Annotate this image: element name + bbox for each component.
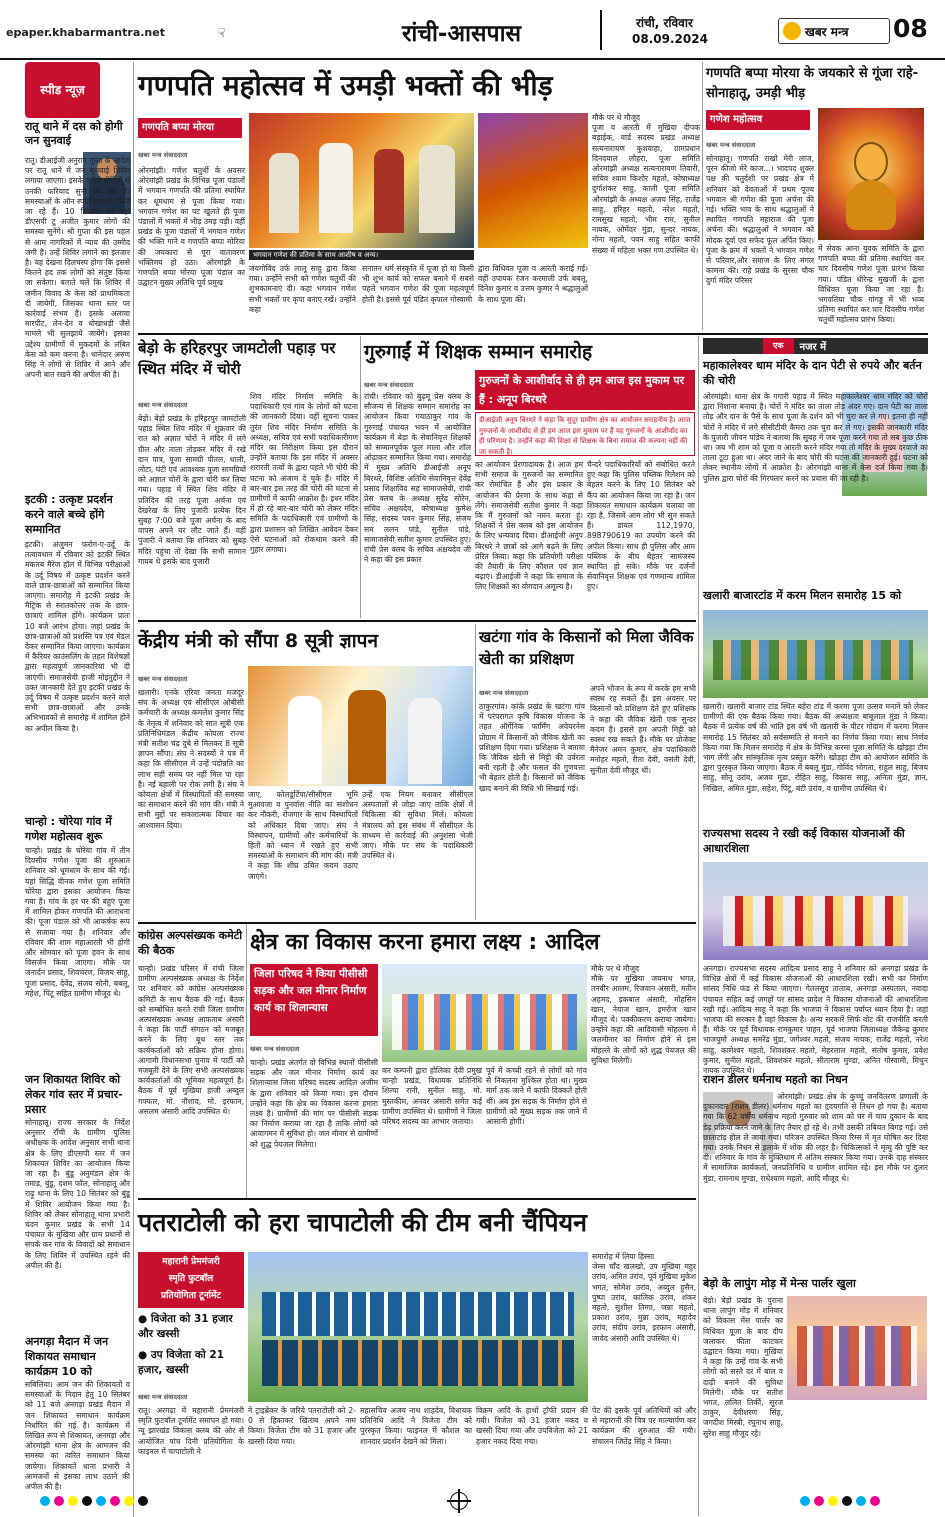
football-col4: विक्रम आदि के हाथों ट्रॉफी प्रदान की गयी। विजेता को 31 हजार नकद व खस्सी दिया गया और उपविजेता को 21 हजार नकद दिया गया। [476, 1406, 588, 1446]
parlour-photo [787, 1296, 927, 1400]
ganpati-caption: भगवान गणेश की प्रतिमा के साथ आशीष व अन्य। [249, 250, 474, 260]
ration-body: ओरमांझी। प्रखंड क्षेत्र के कुच्चू जनवितरण प्रणाली के दुकानदार (राशन डीलर) धर्मनाथ महतो का हृदयगति से निधन हो गया है। बताया गया कि 62 वर्षीय धर्मनाथ महतो गुरुवार को शाम को घर में चाय दुकान के बाद डेढ़ प्रक्रिया करने जाने के लिए तैयार हो रहे थे। तभी उसकी तबियत बिगड़ गई। उसे छाताटांड़ होल ले जाया गया। परिजन उपस्थित किया रिम्स में मृत घोषित कर दिया गया। उनके निधन से इलाके में शोक की लहर है। चिकित्सकों ने मृत्यु की पुष्टि कर दी। शनिवार के गांव के मुक्तिधाम में अंतिम संस्कार किया गया। उनके दाह संस्कार में सामाजिक कार्यकर्ता, जनप्रतिनिधि व ग्रामीण शामिल रहे। इस मौके पर दुलार मुंडा, रामनाथ मुण्डा, राधेश्याम महतो, आदि मौजूद थे। [703, 1092, 928, 1183]
header-divider [600, 10, 602, 50]
ganpati-byline: खबर मन्त्र संवाददाता [138, 151, 188, 159]
itki-title: इटकी : उत्कृष्ट प्रदर्शन करने वाले बच्चे होंगे सम्मानित [25, 493, 113, 536]
ganesh-idol-photo [818, 108, 924, 240]
football-tag [138, 1252, 244, 1308]
nazar-tag-label: नजर में [799, 342, 827, 353]
teachers-col1: रांची। रविवार को बुढ़मू प्रेस क्लब के सौजन्य से शिक्षक सम्मान समारोह का आयोजन किया गयाठाकुर गांव के गुरुगाईं पंचायत भवन में आयोजित कार्यक्रम में बेड़ा के सेवानिवृत्त शिक्षकों को सम्मानपूर्वक फूल माला और शॉल ओढ़ाकर सम्मानित किया गया। समारोह में मुख्य अतिथि डीआईजी अनूप बिरथरे, विशिष्ट अतिथि सेवानिवृत्त देवेंद्र प्रसाद शिक्षाविद सह सामाजसेवी, रांची प्रेस क्लब के अध्यक्ष सुरेंद्र सोरेन, सचिव अक्षयदेव, कोषाध्यक्ष कुमेश सिंह, सदस्य पवन कुमार सिंह, संजय सम ललन पांडे, सुनील पांडे, सामाजसेवी सतीश कुमार उपस्थित हुए। रांची प्रेस क्लब के सचिव अक्षयदेव जी ने कहा की इस प्रकार [364, 392, 471, 565]
teachers-col3: चैन्दरे पदाधिकारियों को संबोधित करते हुए कहा कि पुलिस पब्लिक रिलेशन को बेहतर करने के लिए 10 सितंबर को कैंप का आयोजन किया जा रहा है। जन शिकायत समाधान कार्यक्रम चलाया जा रहा है, जिसमें आम लोग भी सुन सकते हैं। डायल 112,1970, 898790619 का उपयोग करने की अपील किया। साथ ही पुलिस और आम पब्लिक के बीच बेहतर सामंजस्य स्थापित हो सके। मौके पर दर्जनों सेवानिवृत्त शिक्षक एवं गणमान्य शामिल हुए। [587, 460, 695, 592]
karam-body: खलारी। खलारी बाजार टांड स्थित बहेरा टांड में करमा पूजा उत्सव मनाने को लेकर ग्रामीणों की एक बैठक किया गया। बैठक की अध्यक्षता बाबूलाल मुंडा ने किया। बैठक में प्रत्येक वर्ष की भांति इस वर्ष भी खलारी के पीटर गोदाम में करमा मिलन समारोह 15 सितंबर को सर्वसम्मति से मनाने का निर्णय किया गया। साथ निर्णय किया गया कि मिलन समारोह में क्षेत्र के विभिन्न करमा पूजा समिति के खोड़हा टीम भाग लेंगी और सांस्कृतिक नृत्य प्रस्तुत करेंगे। खोड़हा टीम को आयोजन समिति के द्वारा पुरस्कृत किया जाएगा। बैठक में बबलू मुंडा, गोविंद भोगता, राहुल साहु, बिजय साहु, सोनू उरांव, अजय मुंडा, रोहित साहु, विकास साहु, अनिता मुंडा, ज्ञान, निखिल, अमित मुंडा, सहेश, पिंटू, बंटी उरांव, व ग्रामीण उपस्थित थे। [703, 702, 928, 793]
minority-body: चान्हो। प्रखंड परिसर में रांची जिला ग्रामीण अल्पसंख्यक अध्यक्ष के निर्देश पर शनिवार को कांग्रेस अल्पसंख्यक कमिटी के साथ बैठक की गई। बैठक को सम्बोधित करते रांची जिला ग्रामीण अल्पसंख्यक अध्यक्ष आफताब अंसारी ने कहा कि पार्टी संगठन को मजबूत करने के लिए बूथ स्तर तक कार्यकर्ताओं को सक्रिय होना होगा। आगामी विधानसभा चुनाव में पार्टी को मजबूती देने के लिए सभी अल्पसंख्यक कार्यकर्ताओं की भूमिका महत्वपूर्ण है। बैठक में पूर्व मुखिया हाजी अब्दुल गफ्फार, मो. नौशाद, मो. इरफान, असलम अंसारी आदि उपस्थित थे। [138, 964, 244, 1116]
ganpati-tag: गणपति बप्पा मोरया [138, 118, 242, 138]
farmers-headline: खटंगा गांव के किसानों को मिला जैविक खेती का प्रशिक्षण [479, 628, 694, 668]
theft-col2: शिव मंदिर निर्माण समिति के पदाधिकारी एवं गांव के लोगों को घटना की जानकारी दिया। वहीं सूचना पाकर तुरंत शिव मंदिर निर्माण समिति के अध्यक्ष, सचिव एवं सभी पदाधिकारीगण मंदिर का निरीक्षण किया इस दौरान उन्होंने बताया कि इस मंदिर में अक्सर शरारती तत्वों के द्वारा पहले भी चोरी की घटना को अंजाम दे चुके हैं। मंदिर में बार-बार इस तरह की चोरी की घटना से ग्रामीणों में काफी आक्रोश है। इधर मंदिर में हो रहे बार-बार चोरी को लेकर मंदिर समिति के पदाधिकारी एवं ग्रामीणों के द्वारा प्रशासन को लिखित आवेदन देकर ऐसे घटनाओं को रोकथाम करने की गुहार लगाया। [250, 392, 358, 555]
minister-photo [248, 666, 473, 786]
development-col4: मौके पर थे मौजूद मौके पर मुखिया जयनाथ भगत, तनवीर आलम, रिजवान अंसारी, मतीन अहमद, इकबाल अंसारी, मोहसिन खान, नेयाज खान, इमरोज खान मौजूद थे। पक्कीकरण कराया जायेगा। उन्होंने कहा की आदिवासी मोहल्ला में जलमीनार का निर्माण होने से इस मोहल्ले के लोगों को शुद्ध पेयजल की सुविधा मिलेगी। [591, 964, 696, 1065]
foundation-photo [703, 862, 928, 960]
development-col2: कर कम्पनी द्वारा होलिका देवी प्रमुख चान्हो प्रखंड, विधायक प्रतिनिधि शिल्पा रानी, सुनील साहु, मो. मुस्तकीम, अनवर अंसारी समेत कई ग्रामीण उपस्थित थे। ग्रामीणों ने जिला परिषद सदस्य का आभार जताया। [382, 1066, 482, 1127]
city-day: रांची, रविवार [636, 16, 693, 30]
ganpati-col4: द्वारा विधिवत पूजा व आरती कराई गई। वहीं उपायक रंजन करमाली उर्फ बबलू, दिनेश कुमार व उत्तम कुमार ने श्रद्धालुओं के साथ पूजा की। [478, 264, 588, 304]
teachers-headline: गुरुगाईं में शिक्षक सम्मान समारोह [364, 341, 593, 363]
football-col2: ने ट्राइब्रेकर के जरिये पतराटोली को 2-0 से हिकाकर खिताब अपने नाम किया। विजेता टीम को 31 हजार और खस्सी दिया गया। [248, 1406, 356, 1446]
development-redbox: जिला परिषद ने किया पीसीसी सड़क और जल मीनार निर्माण कार्य का शिलान्यास [250, 964, 378, 1036]
speed-news-logo [25, 62, 100, 118]
section-name: रांची-आसपास [402, 21, 522, 47]
mahakal-body: ओरमांझी। थाना क्षेत्र के गगारी पहाड़ में स्थित महाकालेश्वर धाम मंदिर को चोरों द्वारा निशाना बनाया है। चोरों ने मंदिर का ताला तोड़ अंदर गए। दान पेटी का ताला तोड़ और दान के पैसे के साथ पूजा के दर्शन को भी चुरा कर ले गए। इतना ही नहीं चोरों ने मंदिर में लगे सीसीटीवी कैमरा तक चुरा कर ले गए। इसकी जानकारी मंदिर के पुजारी जीवन पांडेय ने बताया कि सुबह में जब पूजा करने गया तो सब कुछ ठीक था। जब भी शाम को पूजा व आरती करने मंदिर गया तो मंदिर के मुख्य दरवाजे का ताला टूटा हुआ था। अंदर जाने के बाद चोरी की घटना की जानकारी हुई। घटना को लेकर स्थानीय लोगों में आक्रोश है। ओरमांझी थाना में केस दर्ज किया गया है। पुलिस द्वारा चोरों की गिरफ्तार करने का प्रयास की जा रही है। [703, 392, 928, 483]
color-registration-right [800, 1496, 880, 1506]
football-tag-line1: महारानी प्रेममंजरी [162, 1257, 220, 1267]
bullet-dot-icon: ● [138, 1313, 148, 1325]
runnerup-prize [138, 1348, 244, 1382]
minister-byline: खबर मन्त्र संवाददाता [138, 675, 188, 683]
theft-col1: बेड़ो। बेड़ो प्रखंड के हरिहरपुर जामटोली पहाड़ स्थित शिव मंदिर में शुक्रवार की रात को अज्ञात चोरों ने मंदिर में लगे ग्रील और ताला तोड़कर मंदिर में रखे दान पात्र, पूजा सामग्री पीतल, थाली, लोटा, घंटी एवं आवश्यक पूजा सामग्रियों को अज्ञात चोरों के द्वारा चोरी कर लिया गया। पहाड़ में स्थित शिव मंदिर में प्रतिदिन की तरह पूजा अर्चना एवं देखरेख के लिए पुजारी प्रत्येक दिन सुबह 7:00 बजे पूजा अर्चना के बाद वापस अपने घर लौट जाते हैं। वहीं पुजारी ने बताया कि शनिवार को सुबह मंदिर पहुंचा तो देखा कि सभी सामान गायब थे इसके बाद पुजारी [138, 414, 246, 566]
sonahatu-side: में सेवक आना युवक समिति के द्वारा गणपति बप्पा की प्रतिमा स्थापित कर चार दिवसीय गणेश पूजा प्रारंभ किया गया। पंडित धीरेन्द्र मुखर्जी के द्वारा विधिवत पूजा किया जा रहा है। भगवतिया चौक गांगड्ड में भी भव्य प्रतिमा स्थापित कर चार दिवसीय गणेश चतुर्थी महोत्सव प्रारंभ किया। [818, 244, 924, 325]
football-tag-line2: स्मृति फुटबॉल [168, 1274, 214, 1284]
registration-crosshair-icon [450, 1492, 468, 1510]
page-number: 08 [893, 14, 928, 43]
teachers-subhead: गुरुजनों के आशीर्वाद से ही हम आज इस मुकाम पर हैं : अनूप बिरथरे [475, 370, 695, 410]
sonahatu-tag: गणेश महोत्सव [706, 110, 810, 130]
chanho-body: चान्हो। प्रखंड के चोरेया गांव में तीन दिवसीय गणेश पूजा की शुरुआत शनिवार को धूमधाम के साथ की गई। यहां सिद्धि वीनक गणेश पूजा समिति चोरेया द्वारा इसका आयोजन किया गया है। गांव के हर घर की बहुएं पूजा में शामिल होकर गणपति की आराधना की। पूजा पंडाल को भी आकर्षक रूप से सजाया गया है। शनिवार और रविवार की शाम महाआरती भी होगी और सोमवार को पूजा हवन के साथ विसर्जन किया जाएगा। मौके पर जनार्दन प्रसाद, शिवचरण, विजय साहू, पूजा प्रसाद, देवेंद्र, संजय सोनी, बबलू, महेश, पिंटू सहित ग्रामीण मौजूद थे। [25, 846, 130, 998]
ganpati-col2: जयगोविंद उर्फ लालू साहु द्वारा किया गया। उन्होंने सभी को गणेश चतुर्थी की शुभकामनाएं दी। कहा भगवान गणेश सभी भक्तों पर कृपा बनाए रखें। उन्होंने कहा [249, 264, 356, 314]
teachers-quote: डीआईजी अनूप बिरथरे ने कहा कि सुदूर ग्रामीण क्षेत्र का आयोजन सराहनीय है। आज गुरुजनों के आशीर्वाद से ही हम आज इस मुकाम पर हैं यह गुरुजनों के आशीर्वाद का ही परिणाम है। उन्होंने कहा की शिक्षा से शिक्षक के बिना समाज की कल्पना नहीं की जा सकती है। [475, 412, 695, 456]
development-byline: खबर मन्त्र संवाददाता [250, 1045, 300, 1053]
development-photo [382, 964, 587, 1062]
teachers-col2: का आयोजन प्रेरणादायक है। आज हम सभी समाज के गुरुजनों का सम्मानित कर रोमांचित हैं और इस प्रकार के आयोजन की प्रेरणा के साथ कहा से लेंगे। समाजसेवी सतीश कुमार ने कहा कि मैं गुरुजनों को नमन करता हूं। शिक्षकों ने प्रेस क्लब को इस आयोजन के लिए धन्यवाद दिया। डीआईजी अनूप बिरथरे ने छात्रों को आगे बढ़ने के लिए प्रेरित किया। कहा कि प्रतियोगी परीक्षा की तैयारी के लिए कौशल एवं ज्ञान बढ़ाएं। डीआईजी ने कहा कि समाज के लिए शिक्षकों का योगदान अमूल्य है। [475, 460, 583, 592]
chanho-title: चान्हो : चोरेया गांव में गणेश महोत्सव शुरू [25, 815, 112, 843]
angara-title: अनगड़ा मैदान में जन शिकायत समाधान कार्यक्रम 10 को [25, 1335, 109, 1378]
ganpati-headline: गणपति महोत्सव में उमड़ी भक्तों की भीड़ [138, 69, 553, 102]
karam-title: खलारी बाजारटांड में करम मिलन समारोह 15 को [703, 589, 902, 602]
brand-name: खबर मन्त्र [805, 24, 849, 39]
bullet-dot-icon: ● [138, 1349, 148, 1361]
sonahatu-headline: गणपति बप्पा मोरया के जयकारे से गूंजा राहे-सोनाहातू, उमड़ी भीड़ [706, 66, 919, 101]
winner-prize-text: विजेता को 31 हजार और खस्सी [138, 1313, 233, 1340]
theft-headline: बेड़ो के हरिहरपुर जामटोली पहाड़ पर स्थित मंदिर में चोरी [138, 339, 336, 378]
cursor-icon: ☟ [218, 26, 226, 40]
winner-prize [138, 1312, 244, 1346]
football-headline: पतराटोली को हरा चापाटोली की टीम बनी चैंपियन [138, 1208, 588, 1237]
ganpati-photo-2 [478, 113, 588, 248]
football-col3: महासचिव अजय नाथ शाहदेव, विधायक प्रतिनिधि आदि ने विजेता टीम को पुरस्कृत किया। फाइनल में कौशल का शानदार प्रदर्शन देखने को मिला। [360, 1406, 472, 1446]
ganpati-col3: सनातन धर्म संस्कृति में पूजा हो या किसी भी शुभ कार्य को सफल बनाने में सबसे पहले भगवान गणेश की पूजा महत्वपूर्ण होती है। इससे पूर्व पंडित कृपाल गोस्वामी [362, 264, 474, 304]
minority-title: कांग्रेस अल्पसंख्यक कमेटी की बैठक [138, 929, 243, 957]
development-headline: क्षेत्र का विकास करना हमारा लक्ष्य : आदिल [250, 930, 600, 955]
football-tag-line3: प्रतियोगिता टूर्नामेंट [161, 1291, 221, 1301]
teachers-byline: खबर मन्त्र संवाददाता [364, 381, 414, 389]
minister-col2: जाए, कोलडूर्टिपा/सीसीएल भूमि मुआवजा व पुनर्वास नीति का संशोधन कर नौकरी, रोजगार के साथ विस्थापितों को अधिकार दिया जाए। संघ ने विस्थापन, ग्रामीणों और कर्मचारियों के हितों को ध्यान में रखते हुए सभी समस्याओं के समाधान की मांग की। मंत्री ने कहा कि शीघ्र उचित कदम उठाए जाएंगे। [248, 790, 358, 881]
farmers-col2: अपने भोजन के रूप में करके हम सभी स्वस्थ रह सकते हैं। इस अवसर पर किसानों को प्रशिक्षण देते हुए प्रशिक्षक ने कहा की जैविक खेती एक सुन्दर कदम है। इससे हम अपनी मिट्टी को स्वस्थ रख सकते हैं। मौके पर प्रोजेक्ट मैनेजर अमन कुमार, क्षेत्र पदाधिकारी मनोहर महतो, रीता देवी, वसंती देवी, सुनीता देवी मौजूद थीं। [590, 684, 696, 775]
development-col3: पूर्व में कच्ची रहने से लोगों को गांव से निकलना मुश्किल होता था। मुख्य मार्ग तक जाने में काफी दिक्कतें होती थीं। अब इस सड़क के निर्माण होने से ग्रामीणों को मुख्य सड़क तक जाने में आसानी होगी। [486, 1066, 587, 1127]
ration-title: राशन डीलर धर्मनाथ महतो का निधन [703, 1073, 848, 1086]
nazar-tag [703, 338, 928, 354]
rat-hearing-title: रातू थाने में दस को होगी जन सुनवाई [25, 120, 123, 147]
itki-body: इटकी। अंजुमन फरोग-ए-उर्दू के तत्वावधान में रविवार को इटकी स्थित मकतब मैरेज हॉल में विभिन्न परीक्षाओं के उर्दू विषय में उत्कृष्ट प्रदर्शन करने वाले छात्र-छात्राओं को सम्मानित किया जाएगा। समारोह में इटकी प्रखंड के मैट्रिक से स्नातकोत्तर तक के छात्र-छात्राएं शामिल होंगे। कार्यक्रम प्रातः 10 बजे आरंभ होगा। जहां प्रखंड के छात्र-छात्राओं को प्रशस्ति पत्र एवं मेडल देकर सम्मानित किया जाएगा। कार्यक्रम में कैरियर काउंसलिंग के तहत विशेषज्ञों द्वारा महत्वपूर्ण जानकारियां भी दी जाएंगी। समाजसेवी हाजी मोइनुद्दीन ने उक्त जानकारी देते हुए इटकी प्रखंड के उर्दू विषय में उत्कृष्ट प्रदर्शन करने वाले सभी छात्र-छात्राओं और उनके अभिभावकों से समारोह में शामिल होने का अपील किया है। [25, 540, 130, 733]
rat-hearing-body: रातू। डीआईजी अनुराग गुप्ता के आदेश पर रातू थाने में जन सुनवाई शिविर लगाया जाएगा। इसके जरिये पीड़ितों से उनकी फरियाद सुनी जा रही है। समस्याओं के ऑन स्पॉट समाधान किये जा रहे हैं। 10 सितंबर को यहां डीएसपी टू अजीत कुमार लोगों की समस्या सुनेंगे। श्री गुप्ता की इस पहल से आम नागरिकों में न्याय की उम्मीद जगी है। उन्हें शिविर लगाने का इंतजार है। यह देखना दिलचस्प होगा कि इससे कितने हद तक लोगों को संतुष्ट किया जा सकेगा। बताते चलें कि शिविर में जमीन विवाद के केस को प्राथमिकता दी जायेगी, जिसका थाना स्तर पर कार्रवाई संभव है। इसके अलावा मारपीट, लेन-देन व धोखाधड़ी जैसे मामले भी सुलझाये जायेंगे। इसका उद्देश्य ग्रामीणों में मुकदमों के लंबित केस को कम करना है। थानेदार अरुण सिंह ने लोगों से शिविर में आने और अपनी बात रखने की अपील की है। [25, 156, 130, 380]
brand-box [778, 18, 890, 44]
mahakal-title: महाकालेश्वर धाम मंदिर के दान पेटी से रुपये और बर्तन की चोरी [703, 359, 922, 387]
ganpati-photo [249, 113, 474, 248]
farmers-col1: ठाकुरगांव। कांके प्रखंड के खटंगा गांव में परंपरागत कृषि विकास योजना के तहत ऑर्गेनिक फार्मिंग अवेयरनेस प्रोग्राम में किसानों को जैविक खेती का प्रशिक्षण दिया गया। प्रशिक्षक ने बताया कि जैविक खेती से मिट्टी की उर्वरता बनी रहती है और फसल की गुणवत्ता भी बेहतर होती है। किसानों को जैविक खाद बनाने की विधि भी सिखाई गई। [479, 702, 585, 793]
football-team-photo [248, 1252, 588, 1402]
minister-col3: उन्हें एक नियम बनाकर सीसीएल अस्पतालों से जोड़ा जाए ताकि क्षेत्रों में चिकित्सा की सुविधा मिले। कोयला मंत्रालय को इस संबंध में सीसीएल के माध्यम से कार्रवाई की अनुशंसा भेजी जाए। मौके पर संघ के पदाधिकारी उपस्थित थे। [362, 790, 473, 861]
minister-col1: खलारी। एनके एरिया जनता मजदूर संघ के अध्यक्ष एवं सीसीएल ओबीसी कर्मचारी के अध्यक्ष कमलेश कुमार सिंह के नेतृत्व में शनिवार को सात सूत्री एक प्रतिनिधिमंडल केंद्रीय कोयला राज्य मंत्री सतीश चंद्र दुबे से मिलकर 8 सूत्री ज्ञापन सौंपा। संघ ने सदस्यों ने पत्र में कहा कि सीसीएल में उन्हें पदोन्नति का लाभ सही समय पर नहीं मिल पा रहा है। नई बहाली पर रोक लगी है। संघ ने कोयला क्षेत्रों में विस्थापितों की समस्या का समाधान करने की मांग की। मंत्री ने सभी मुद्दों पर सकारात्मक विचार का आश्वासन दिया। [138, 688, 244, 830]
karam-meeting-photo [703, 610, 928, 698]
rajyasabha-title: राज्यसभा सदस्य ने रखी कई विकास योजनाओं की आधारशिला [703, 827, 905, 855]
grievance-title: जन शिकायत शिविर को लेकर गांव स्तर में प्रचार-प्रसार [25, 1073, 123, 1116]
minister-headline: केंद्रीय मंत्री को सौंपा 8 सूत्री ज्ञापन [138, 630, 378, 652]
farmers-byline: खबर मन्त्र संवाददाता [479, 689, 529, 697]
parlour-body: बेड़ो। बेड़ो प्रखंड के पुराना थाना लापुंग मोड़ में शनिवार को विकास मेंस पार्लर का विधिवत पूजा के बाद दीप जलाकर फीता काटकर उद्घाटन किया गया। मुखिया ने कहा कि उन्हें गांव के सभी लोगों को सस्ते दर में बाल व दाढ़ी बनाने की सुविधा मिलेगी। मौके पर सतीश भगत, ललित तिर्की, सूरज ठाकुर, देवीशरण सिंह, जगदीश मिस्त्री, रघुनाथ साहु, सुरेश साहु मौजूद रहे। [703, 1296, 783, 1438]
masthead [0, 0, 945, 60]
angara-body: सबिलिया। आम जन की शिकायतों व समस्याओं के निदान हेतु 10 सितंबर को 11 बजे अनगड़ा प्रखंड मैदान में जन शिकायत समाधान कार्यक्रम निर्धारित की गई है। कार्यक्रम में लिखित रूप से शिकायत, अनगड़ा और ओरमांझी थाना क्षेत्र के आमजन की समस्या का त्वरित समाधान किया जायेगा। शिकायतें थाना प्रभारी ने आमजनों से इसका लाभ उठाने की अपील की है। [25, 1380, 130, 1492]
epaper-url[interactable]: epaper.khabarmantra.net [6, 26, 165, 39]
sonahatu-byline: खबर मन्त्र संवाददाता [706, 141, 756, 149]
color-registration-left [40, 1496, 148, 1506]
parlour-title: बेड़ो के लापुंग मोड़ में मेन्स पार्लर खुला [703, 1277, 856, 1290]
runnerup-prize-text: उप विजेता को 21 हजार, खस्सी [138, 1349, 224, 1376]
rajyasabha-body: अनगड़ा। राज्यसभा सदस्य आदित्य प्रसाद साहू ने शनिवार को अनगड़ा प्रखंड के विभिन्न क्षेत्रों में कई विकास योजनाओं की आधारशिला रखी। सभी का निर्माण सांसद निधि फंड से किया जाएगा। गेतलसूद तालाब, अनगड़ा अस्पताल, नवादा पंचायत सहित कई जगहों पर सांसद प्रादेश ने विकास योजनाओं की आधारशिला रखी गई। आदित्य साहू ने कहा कि भाजपा ने विकास पर्याप्त ध्यान दिया है। जहां भाजपा की सरकार है वहां विकास है। अन्य सरकारें सिर्फ वोट की राजनीति करती हैं। मौके पर पूर्व विधायक रामकुमार पाहन, पूर्व भाजपा जिलाध्यक्ष जैकेन्द्र कुमार भाजयुमो अध्यक्ष समरेंद्र मुंडा, जगेश्वर महतो, संजय नायक, राजेंद्र महतो, नरेश साहु, कामेश्वर महतो, शिवशंकर महतो, मेहरलाल महतो, संतोष कुमार, प्रवेश कुमार, सुनील महतो, शिवशंकर महतो, सीताराम मुण्डा, अनित गोस्वामी, मिथुन नायक उपस्थित थे। [703, 964, 928, 1076]
sonahatu-body: सोनाहातू। गणपति राखो मेरी लाज, पूरन कीजो मेरे काज...। भादपद शुक्ल पक्ष की चतुर्दशी पर प्रखंड क्षेत्र में शनिवार को देवताओं में प्रथम पूज्य भगवान श्री गणेश की पूजा अर्चना की गई। भक्ति भाव के साथ श्रद्धालुओं ने स्थापित गणपति महाराज की पूजा अर्चना की। श्रद्धालुओं ने भगवान को मोदक दूर्वा एवं सफेद फूल अर्पित किए। पूजा के क्रम में भक्तों ने भगवान गणेश से परिवार,और समाज के लिए मंगल कामना की। राहे प्रखंड के सुरसा चौक दुर्गा मंदिर परिसर [706, 154, 814, 286]
ganpati-col1: ओरमांझी। गणेश चतुर्थी के अवसर ओरमांझी प्रखंड के विभिन्न पूजा पंडालों में भगवान गणपति की प्रतिमा स्थापित कर धूमधाम से पूजा किया गया। भगवान गणेश का पट खुलते ही पूजा पंडालों में भक्तों में भीड़ उमड़ पड़ी। वहीं प्रखंड के पूजा पंडालों में भगवान गणेश की भक्ति गाने व गणपति बप्पा मोरिया की जयकारा से पूरा वातावरण भक्तिमय हो उठा। ओरमांझी के गणपति बप्पा मोरया पूजा पंडाल का उद्घाटन मुख्य अतिथि पूर्व प्रमुख [138, 166, 245, 288]
football-col6: पेट की इसके पूर्व अतिथियों को और से महारानी की चित्र पर माल्यार्पण कर कार्यक्रम की शुरुआत की गयी। संचालन जितेंद्र सिंह ने किया। [592, 1406, 696, 1446]
ganpati-col5: मौके पर थे मौजूद पूजा व आरती में मुखिया दीपक बड़ाईक, वार्ड सदस्य प्रखंड अध्यक्ष सत्यनारायण कुशवाहा, ग्रामप्रधान दिनदयाल लोहरा, पूजा समिति ओरमांझी अध्यक्ष सत्यनारायण तिवारी, सचिव श्याम किशोर महतो, कोषाध्यक्ष दुर्गाशंकर साहु, काली पूजा समिति ओरमांझी के अध्यक्ष अजय सिंह, राजेंद्र साहु, हरिहर महतो, नरेश महतो, रामसुख महतो, भीम राम, सुनील नायक, ओमेंदर मुंडा, सुन्दर नायक, नोना महतो, पवन साहु सहित काफी संख्या में महिला भक्त गण उपस्थित थे। [592, 113, 700, 255]
football-col5: समारोह में लिया हिस्सा जेम्स चाँद खलखो, उप मुखिया महुर उरांव, अमित उरांव, पूर्व मुखिया मुकेश भगत, सोमेश उरांव, अब्दुल हुसैन, पुष्पा उरांव, कालिक उरांव, शंकर महतो, सुशील तिग्गा, जन्ना महतो, प्रकाश उरांव, मुन्ना उरांव, महादेव उरांव, संदीप उरांव, इरफान अंसारी, जावेद अंसारी आदि उपस्थित थे। [592, 1252, 696, 1343]
nazar-tag-prefix: एक [763, 338, 794, 354]
theft-byline: खबर मन्त्र संवाददाता [138, 401, 188, 409]
grievance-body: सोनाहातू। राज्य सरकार के निर्देश अनुसार राँची के ग्रामीण पुलिस अधीक्षक के आदेश अनुसार सभी थाना क्षेत्र के लिए डीएसपी स्तर में जन शिकायत शिविर का आयोजन किया जा रहा है। बुंडू अनुमंडल क्षेत्र के तमाड़, बुंडू, दशम फॉल, सोनाहातू और राढ़ू थाना के लिए 10 सितंबर को बुंडू में शिविर आयोजन किया गया है। शिविर को लेकर सोनाहातू थाना प्रभारी चंदन कुमार प्रखंड के सभी 14 पंचायत के मुखिया और ग्राम प्रधानों से संपर्क कर गांव के विवादों को समाधान के लिए शिविर में उपस्थित रहने की अपील की है। [25, 1118, 130, 1270]
development-col1: चान्हो। प्रखंड अंतर्गत दो विभिन्न स्थानों पीसीसी सड़क और जल मीनार निर्माण कार्य का शिलान्यास जिला परिषद सदस्य आदिल अजीम के द्वारा शनिवार को किया गया। इस दौरान उन्होंने कहा कि क्षेत्र का विकास करना हमारा लक्ष्य है। ग्रामीणों की मांग पर पीसीसी सड़क का निर्माण कराया जा रहा है ताकि लोगों को आवागमन में सुविधा हो। जल मीनार से ग्रामीणों को शुद्ध पेयजल मिलेगा। [250, 1058, 378, 1149]
football-byline: खबर मन्त्र संवाददाता [138, 1393, 188, 1401]
football-col1: रातू। अरगढ़ा में महारानी प्रेममंजरी स्मृति फुटबॉल टूर्नामेंट समापन हो गया। न्यू झारखंड विकास क्लब की ओर से आयोजित पांच दिनी प्रतियोगिता के फाइनल में चापाटोली ने [138, 1406, 244, 1456]
edition-date: 08.09.2024 [632, 32, 708, 46]
speed-news-label: स्पीड न्यूज़ [40, 82, 85, 97]
brand-logo-icon [783, 22, 801, 40]
